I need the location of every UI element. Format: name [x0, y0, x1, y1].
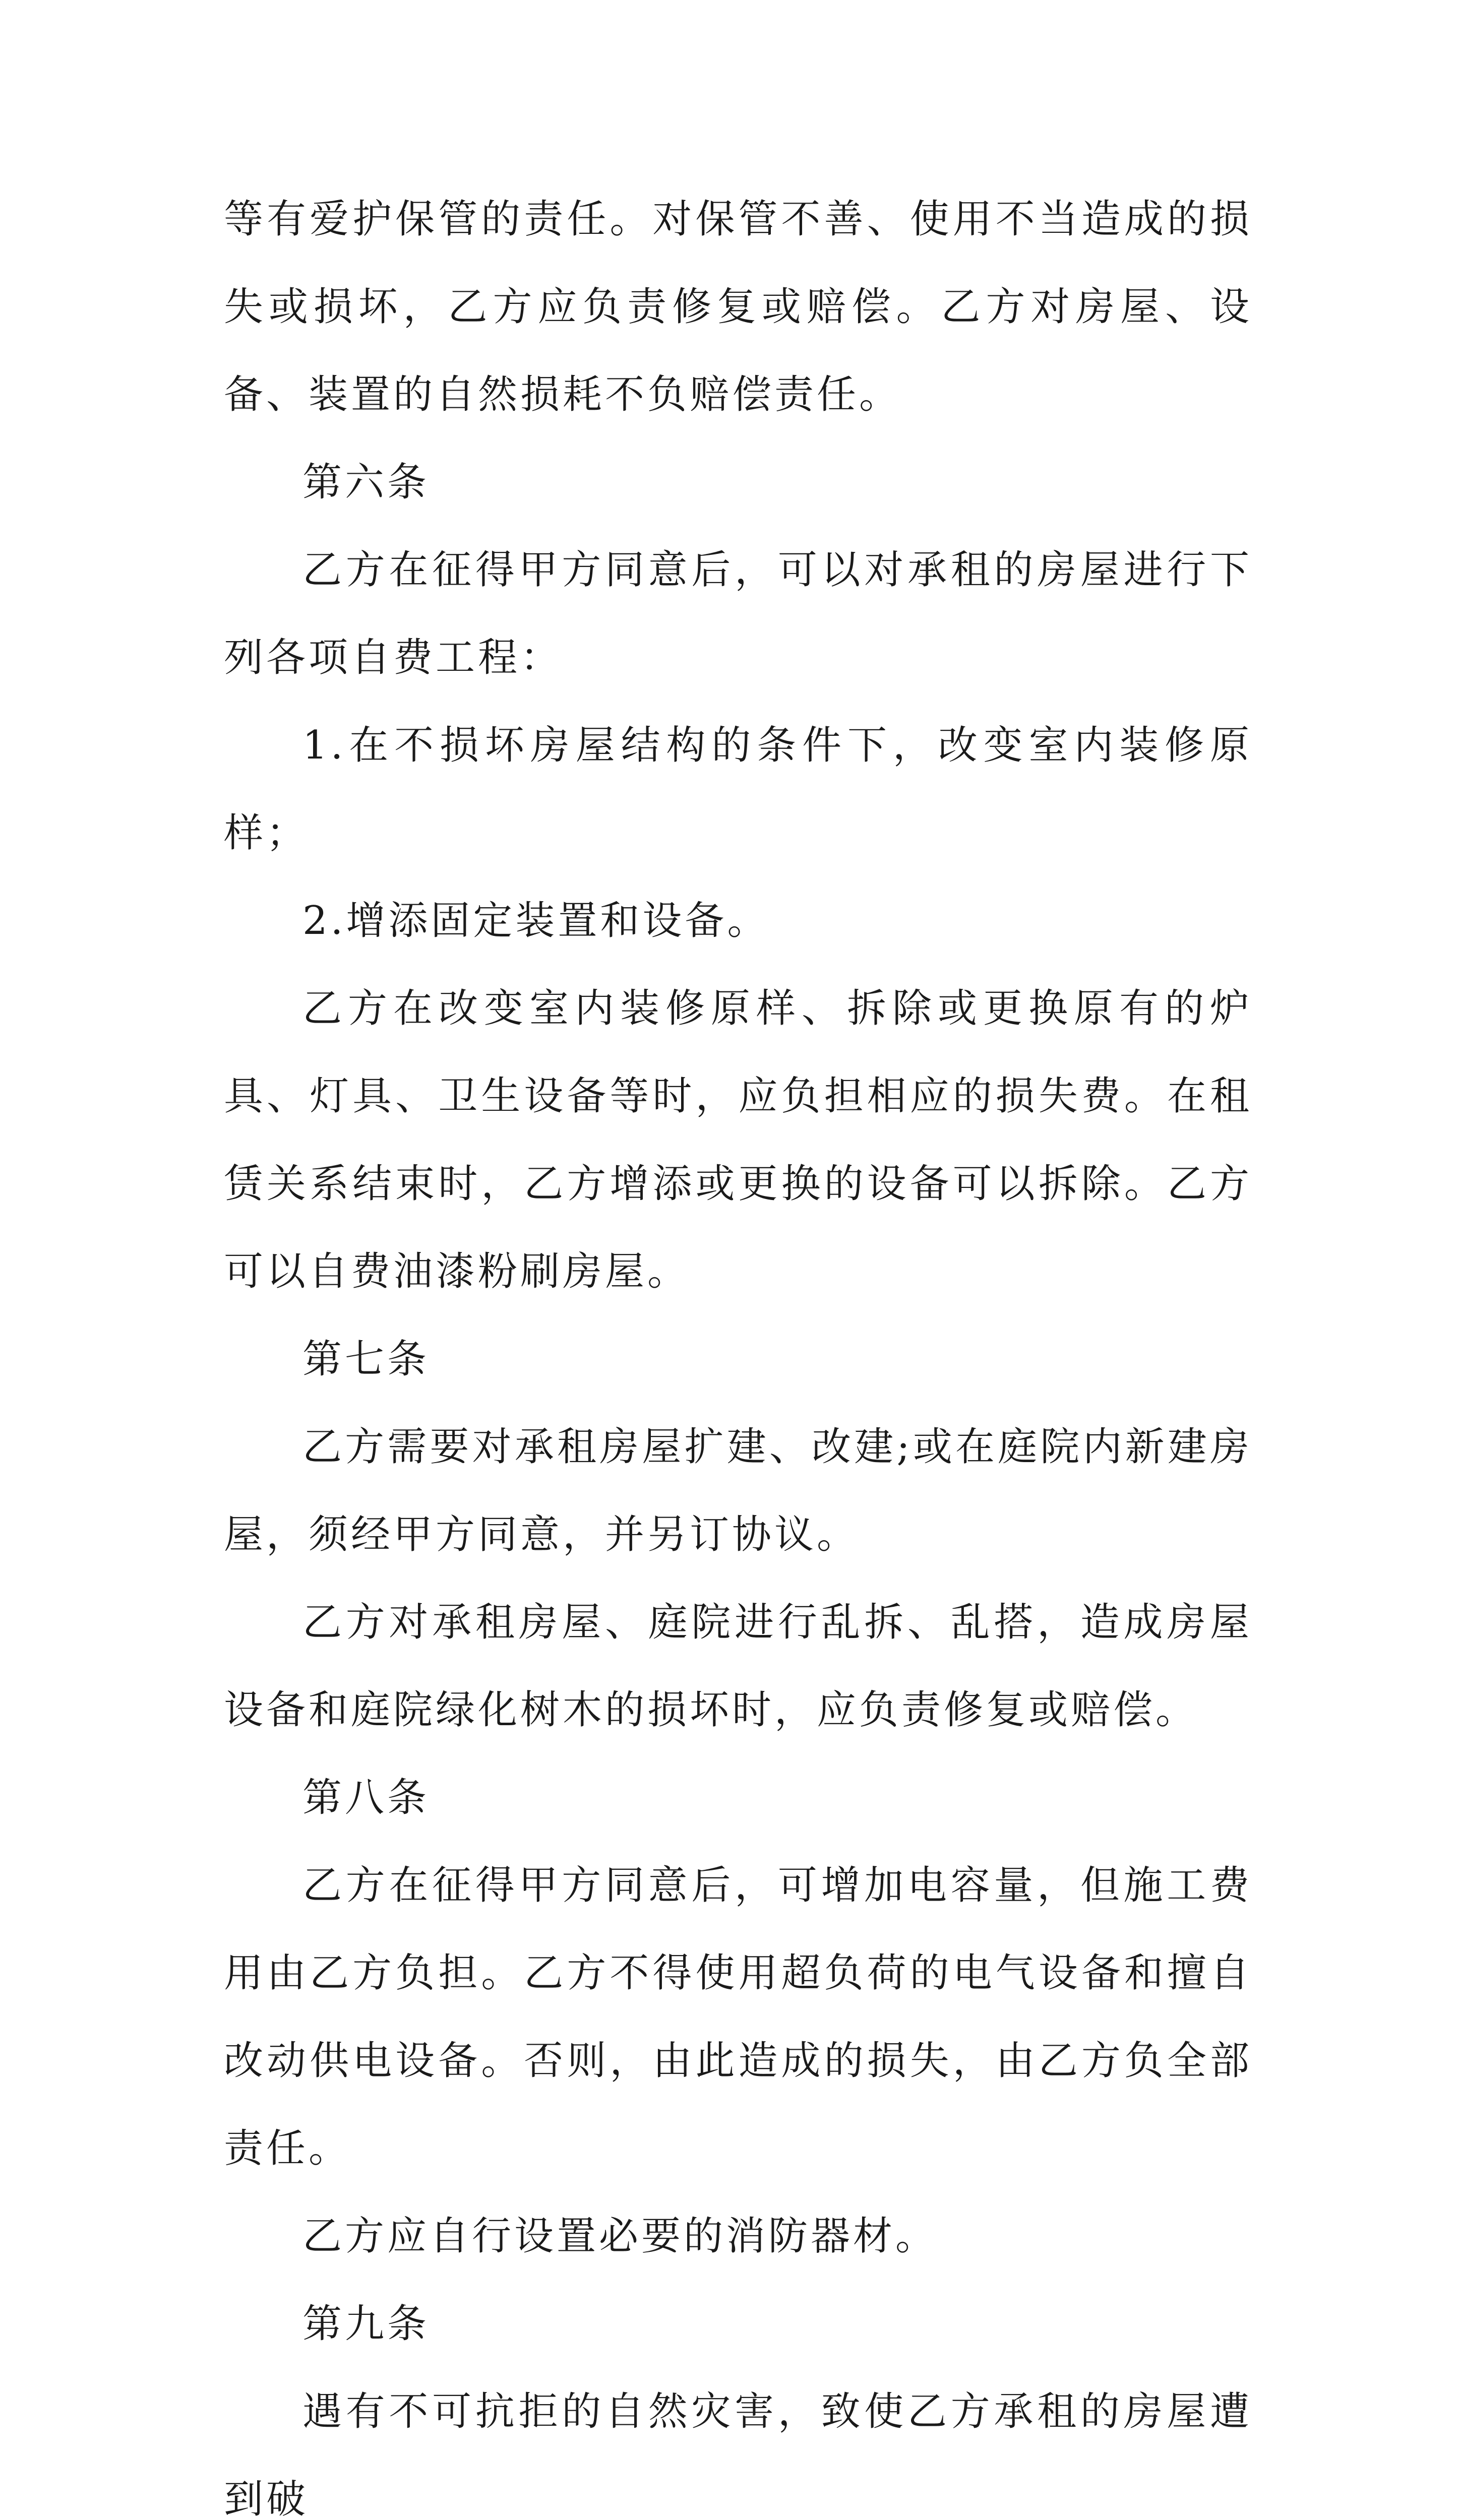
paragraph: 乙方对承租房屋、庭院进行乱拆、乱搭，造成房屋设备和庭院绿化树木的损坏时，应负责修复或赔偿。 [224, 1600, 1252, 1733]
list-item: 2.增添固定装置和设备。 [302, 898, 770, 943]
article-heading-8: 第八条 [302, 1775, 430, 1820]
paragraph: 乙方应自行设置必要的消防器材。 [302, 2214, 938, 2259]
article-heading-7: 第七条 [302, 1337, 430, 1382]
paragraph: 遇有不可抗拒的自然灾害，致使乙方承租的房屋遭到破 [224, 2389, 1252, 2520]
paragraph: 乙方在改变室内装修原样、拆除或更换原有的炉具、灯具、卫生设备等时，应负担相应的损失费。在租赁关系结束时，乙方增添或更换的设备可以拆除。乙方可以自费油漆粉刷房屋。 [224, 986, 1252, 1294]
document-body [224, 175, 1252, 2520]
paragraph: 乙方在征得甲方同意后，可以对承租的房屋进行下列各项自费工程： [224, 547, 1252, 680]
article-heading-6: 第六条 [302, 460, 430, 505]
list-item: 1.在不损坏房屋结构的条件下，改变室内装修原样； [224, 723, 1252, 856]
article-heading-9: 第九条 [302, 2301, 430, 2347]
paragraph: 乙方在征得甲方同意后，可增加电容量，但施工费用由乙方负担。乙方不得使用超负荷的电气设备和擅自改动供电设备。否则，由此造成的损失，由乙方负全部责任。 [224, 1863, 1252, 2171]
paragraph: 乙方需要对承租房屋扩建、改建;或在庭院内新建房屋，须经甲方同意，并另订协议。 [224, 1424, 1252, 1557]
paragraph-continuation: 等有爱护保管的责任。对保管不善、使用不当造成的损失或损坏，乙方应负责修复或赔偿。乙方对房屋、设备、装置的自然损耗不负赔偿责任。 [224, 197, 1252, 417]
